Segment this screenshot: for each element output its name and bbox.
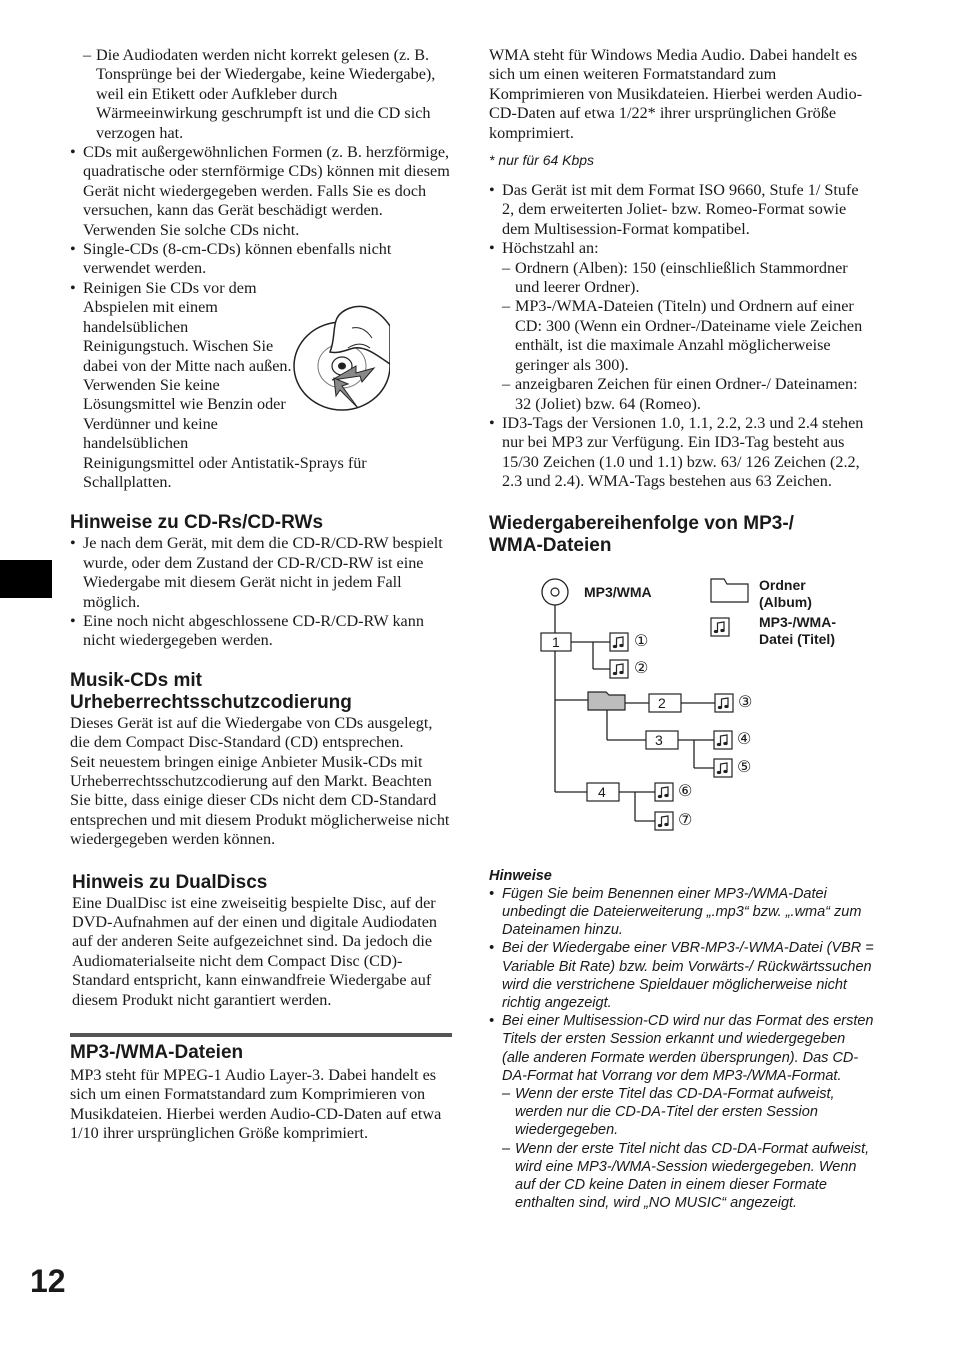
list-item: • Je nach dem Gerät, mit dem die CD-R/CD-RW bespielt wurde, oder dem Zustand der CD-R/CD-RW ist eine Wiedergabe mit diesem Gerät nicht in jedem Fall möglich. bbox=[70, 534, 452, 612]
cdr-heading: Hinweise zu CD-Rs/CD-RWs bbox=[70, 512, 324, 534]
note-item: • Bei einer Multisession-CD wird nur das Format des ersten Titels der ersten Session erkannt und wiedergegeben (alle anderen Formate werden übersprungen). Das CD-DA-Format hat Vorrang vor dem MP3-/WMA-Format. bbox=[489, 1012, 874, 1085]
folder-4-number: 4 bbox=[598, 783, 606, 800]
paragraph: WMA steht für Windows Media Audio. Dabei handelt es sich um einen weiteren Formatstandard zum Komprimieren von Musikdateien. Hierbei werden Audio-CD-Daten auf etwa 1/22* ihrer ursprünglichen Größe komprimiert. bbox=[489, 46, 863, 142]
track-4-icon bbox=[714, 731, 732, 749]
list-item: • Single-CDs (8-cm-CDs) können ebenfalls nicht verwendet werden. bbox=[70, 240, 452, 279]
folder-open-icon bbox=[588, 692, 625, 710]
left-column bbox=[70, 46, 452, 1144]
list-item: • Eine noch nicht abgeschlossene CD-R/CD-RW kann nicht wiedergegeben werden. bbox=[70, 612, 452, 651]
list-item: • Höchstzahl an: bbox=[489, 239, 874, 258]
intro-dash-item: – Die Audiodaten werden nicht korrekt gelesen (z. B. Tonsprünge bei der Wiedergabe, keine Wiedergabe), weil ein Etikett oder Aufkleber durch Wärmeeinwirkung geschrumpft ist und die CD sich verzogen hat. bbox=[83, 46, 452, 143]
track-6-number: ⑥ bbox=[678, 782, 693, 800]
track-2-number: ② bbox=[634, 659, 649, 677]
folder-3-number: 3 bbox=[655, 731, 663, 748]
track-3-number: ③ bbox=[738, 693, 753, 711]
note-subitem: – Wenn der erste Titel nicht das CD-DA-Format aufweist, wird eine MP3-/WMA-Session wiedergegeben. Wenn auf der CD keine Daten in einem dieser Formate enthalten sind, wird „NO MUSIC“ angezeigt. bbox=[502, 1140, 874, 1213]
list-item: – anzeigbaren Zeichen für einen Ordner-/ Dateinamen: 32 (Joliet) bzw. 64 (Romeo). bbox=[502, 375, 874, 414]
paragraph: Eine DualDisc ist eine zweiseitig bespielte Disc, auf der DVD-Aufnahmen auf der einen und digitale Audiodaten auf der anderen Seite aufgezeichnet sind. Da jedoch die Audiomaterialseite nicht dem Compact Disc (CD)-Standard entspricht, kann einwandfreie Wiedergabe auf diesem Produkt nicht garantiert werden. bbox=[72, 893, 438, 1009]
track-1-number: ① bbox=[634, 632, 649, 650]
folder-tree-diagram bbox=[489, 573, 874, 853]
notes-title: Hinweise bbox=[489, 867, 552, 884]
note-item: • Bei der Wiedergabe einer VBR-MP3-/-WMA-Datei (VBR = Variable Bit Rate) bzw. beim Vorwärts-/ Rückwärtssuchen wird die verstrichene Spieldauer möglicherweise nicht richtig angezeigt. bbox=[489, 939, 874, 1012]
folder-1-number: 1 bbox=[552, 633, 560, 650]
track-7-icon bbox=[655, 812, 673, 830]
track-7-number: ⑦ bbox=[678, 811, 693, 829]
note-item: • Fügen Sie beim Benennen einer MP3-/WMA-Datei unbedingt die Dateierweiterung „.mp3“ bzw. „.wma“ zum Dateinamen hinzu. bbox=[489, 885, 874, 940]
paragraph: Dieses Gerät ist auf die Wiedergabe von CDs ausgelegt, die dem Compact Disc-Standard (CD) entsprechen. bbox=[70, 713, 433, 752]
list-item: • Das Gerät ist mit dem Format ISO 9660, Stufe 1/ Stufe 2, dem erweiterten Joliet- bzw. Romeo-Format sowie dem Multisession-Format kompatibel. bbox=[489, 181, 874, 239]
page-number: 12 bbox=[30, 1263, 66, 1299]
legend-folder-icon bbox=[711, 579, 748, 602]
legend-file-label: MP3-/WMA- Datei (Titel) bbox=[759, 613, 836, 647]
section-tab-marker bbox=[0, 560, 52, 598]
legend-file-icon bbox=[711, 618, 729, 636]
playback-order-heading: Wiedergabereihenfolge von MP3-/ WMA-Dateien bbox=[489, 512, 794, 556]
cd-cleaning-illustration bbox=[258, 268, 390, 416]
track-5-icon bbox=[714, 759, 732, 777]
footnote: * nur für 64 Kbps bbox=[489, 152, 595, 169]
list-item: • ID3-Tags der Versionen 1.0, 1.1, 2.2, 2.3 und 2.4 stehen nur bei MP3 zur Verfügung. Ein ID3-Tag besteht aus 15/30 Zeichen (1.0 und 1.1) bzw. 63/ 126 Zeichen (2.2, 2.3 und 2.4). WMA-Tags bestehen aus 63 Zeichen. bbox=[489, 414, 874, 492]
track-3-icon bbox=[715, 694, 733, 712]
list-item: – Ordnern (Alben): 150 (einschließlich Stammordner und leerer Ordner). bbox=[502, 259, 874, 298]
list-item: • CDs mit außergewöhnlichen Formen (z. B. herzförmige, quadratische oder sternförmige CDs) können mit diesem Gerät nicht wiedergegeben werden. Falls Sie es doch versuchen, kann das Gerät beschädigt werden. Verwenden Sie solche CDs nicht. bbox=[70, 143, 452, 240]
cd-root-icon bbox=[542, 579, 568, 605]
list-item: – MP3-/WMA-Dateien (Titeln) und Ordnern auf einer CD: 300 (Wenn ein Ordner-/Dateiname viele Zeichen enthält, ist die maximale Anzahl möglicherweise geringer als 300). bbox=[502, 297, 874, 375]
mp3-wma-heading: MP3-/WMA-Dateien bbox=[70, 1033, 452, 1064]
paragraph: MP3 steht für MPEG-1 Audio Layer-3. Dabei handelt es sich um einen Formatstandard zum Komprimieren von Musikdateien. Hierbei werden Audio-CD-Daten auf etwa 1/10 ihrer ursprünglichen Größe komprimiert. bbox=[70, 1066, 442, 1143]
notes-block bbox=[489, 867, 874, 1213]
track-1-icon bbox=[610, 633, 628, 651]
dualdisc-heading: Hinweis zu DualDiscs bbox=[72, 871, 268, 893]
root-label: MP3/WMA bbox=[584, 583, 652, 600]
track-2-icon bbox=[610, 660, 628, 678]
legend-folder-label: Ordner (Album) bbox=[759, 576, 812, 610]
paragraph: Seit neuestem bringen einige Anbieter Musik-CDs mit Urheberrechtsschutzcodierung auf den Markt. Beachten Sie bitte, dass einige dieser CDs nicht dem CD-Standard entsprechen und mit diesem Produkt möglicherweise nicht wiedergegeben werden können. bbox=[70, 752, 450, 849]
copy-protection-heading: Musik-CDs mit Urheberrechtsschutzcodierung bbox=[70, 669, 352, 713]
folder-2-number: 2 bbox=[658, 694, 666, 711]
cleaning-item: • Reinigen Sie CDs vor dem Abspielen mit einem handelsüblichen Reinigungstuch. Wischen Sie dabei von der Mitte nach außen. Verwenden Sie keine Lösungsmittel wie Benzin oder Verdünner und keine handelsüblichen Reinigungsmittel oder Antistatik-Sprays für Schallplatten. bbox=[70, 279, 452, 492]
track-4-number: ④ bbox=[737, 730, 752, 748]
track-5-number: ⑤ bbox=[737, 758, 752, 776]
track-6-icon bbox=[655, 783, 673, 801]
note-subitem: – Wenn der erste Titel das CD-DA-Format aufweist, werden nur die CD-DA-Titel der ersten Session wiedergegeben. bbox=[502, 1085, 874, 1140]
right-column bbox=[489, 46, 874, 1212]
